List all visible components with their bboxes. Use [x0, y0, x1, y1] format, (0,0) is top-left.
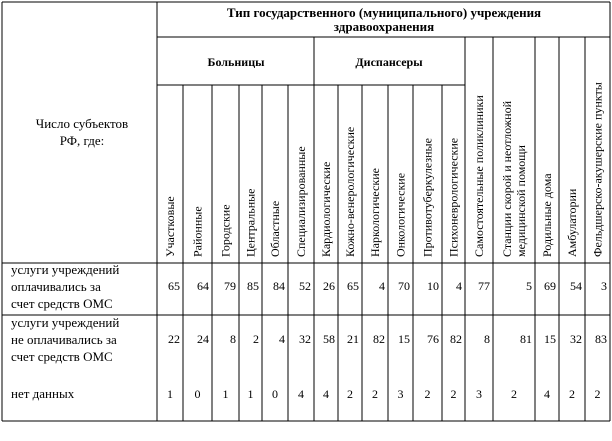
- cell-value: 2: [511, 387, 517, 401]
- cell-value: 8: [484, 332, 490, 346]
- column-headers: [163, 82, 605, 257]
- column-header: Противотуберкулезные: [420, 138, 435, 257]
- row-header-line: услуги учреждений: [11, 262, 120, 277]
- column-header: Городские: [218, 204, 233, 257]
- row-header-line: не оплачивались за: [11, 332, 117, 347]
- cell-value: 79: [224, 279, 236, 293]
- row-headers: [11, 262, 119, 401]
- column-header: Областные: [268, 200, 282, 257]
- cell-value: 15: [398, 332, 410, 346]
- column-header: Кардиологические: [319, 161, 333, 257]
- row-header-line: счет средств ОМС: [11, 349, 113, 364]
- cell-value: 2: [424, 387, 431, 401]
- row-header-line: счет средств ОМС: [11, 296, 113, 311]
- cell-value: 77: [478, 279, 490, 293]
- column-header: Наркологические: [368, 168, 382, 257]
- cell-value: 4: [323, 387, 329, 401]
- cell-value: 8: [230, 332, 236, 346]
- cell-value: 2: [594, 387, 601, 401]
- column-header: Станции скорой и неотложной: [500, 101, 514, 257]
- table-title-line2: здравоохранения: [333, 19, 435, 34]
- column-header: Самостоятельные поликлиники: [472, 95, 486, 257]
- cell-value: 64: [197, 279, 209, 293]
- group-label-hospitals: Больницы: [207, 55, 265, 69]
- cell-value: 4: [298, 387, 304, 401]
- cell-value: 58: [323, 332, 335, 346]
- table-body: [167, 279, 607, 401]
- cell-value: 2: [372, 387, 378, 401]
- cell-value: 70: [398, 279, 410, 293]
- row-header-line: нет данных: [11, 386, 75, 401]
- table-title-line1: Тип государственного (муниципального) учреждения: [226, 5, 542, 20]
- cell-value: 4: [544, 387, 550, 401]
- cell-value: 81: [520, 332, 532, 346]
- cell-value: 3: [476, 387, 482, 401]
- cell-value: 15: [544, 332, 556, 346]
- column-header: Фельдшерско-акушерские пункты: [590, 82, 605, 257]
- column-header: Онкологические: [393, 172, 408, 257]
- column-header: Психоневрологические: [446, 137, 461, 257]
- cell-value: 65: [168, 279, 180, 293]
- cell-value: 1: [247, 387, 254, 401]
- row-header-line: оплачивались за: [11, 279, 101, 294]
- cell-value: 2: [450, 387, 457, 401]
- cell-value: 4: [456, 279, 462, 293]
- column-header: Амбулатории: [565, 188, 579, 257]
- cell-value: 2: [253, 332, 259, 346]
- cell-value: 54: [570, 279, 582, 293]
- cell-value: 85: [247, 279, 259, 293]
- cell-value: 4: [379, 279, 385, 293]
- column-header: Родильные дома: [540, 173, 554, 257]
- cell-value: 2: [347, 387, 353, 401]
- column-header: Центральные: [243, 188, 258, 257]
- cell-value: 83: [595, 332, 607, 346]
- cell-value: 52: [299, 279, 311, 293]
- cell-value: 65: [347, 279, 359, 293]
- corner-header-line1: Число субъектов: [35, 116, 129, 131]
- cell-value: 22: [168, 332, 180, 346]
- column-header: Районные: [190, 206, 205, 257]
- cell-value: 3: [397, 387, 404, 401]
- column-header: Участковые: [163, 196, 177, 257]
- cell-value: 82: [450, 332, 462, 346]
- group-label-dispensaries: Диспансеры: [355, 55, 423, 69]
- cell-value: 3: [601, 279, 607, 293]
- column-header: Специализированные: [294, 146, 308, 257]
- cell-value: 4: [279, 332, 285, 346]
- cell-value: 5: [526, 279, 532, 293]
- cell-value: 84: [273, 279, 285, 293]
- cell-value: 0: [272, 387, 278, 401]
- column-header: Кожно-венерологические: [343, 126, 357, 257]
- cell-value: 0: [194, 387, 201, 401]
- corner-header-line2: РФ, где:: [59, 133, 105, 148]
- column-header: медицинской помощи: [514, 145, 528, 257]
- cell-value: 1: [167, 387, 173, 401]
- cell-value: 21: [347, 332, 359, 346]
- cell-value: 1: [222, 387, 229, 401]
- cell-value: 69: [544, 279, 556, 293]
- cell-value: 82: [373, 332, 385, 346]
- row-header-line: услуги учреждений: [11, 315, 120, 330]
- cell-value: 26: [323, 279, 335, 293]
- cell-value: 10: [427, 279, 439, 293]
- cell-value: 2: [569, 387, 575, 401]
- cell-value: 76: [427, 332, 439, 346]
- cell-value: 24: [197, 332, 209, 346]
- cell-value: 32: [570, 332, 582, 346]
- cell-value: 32: [299, 332, 311, 346]
